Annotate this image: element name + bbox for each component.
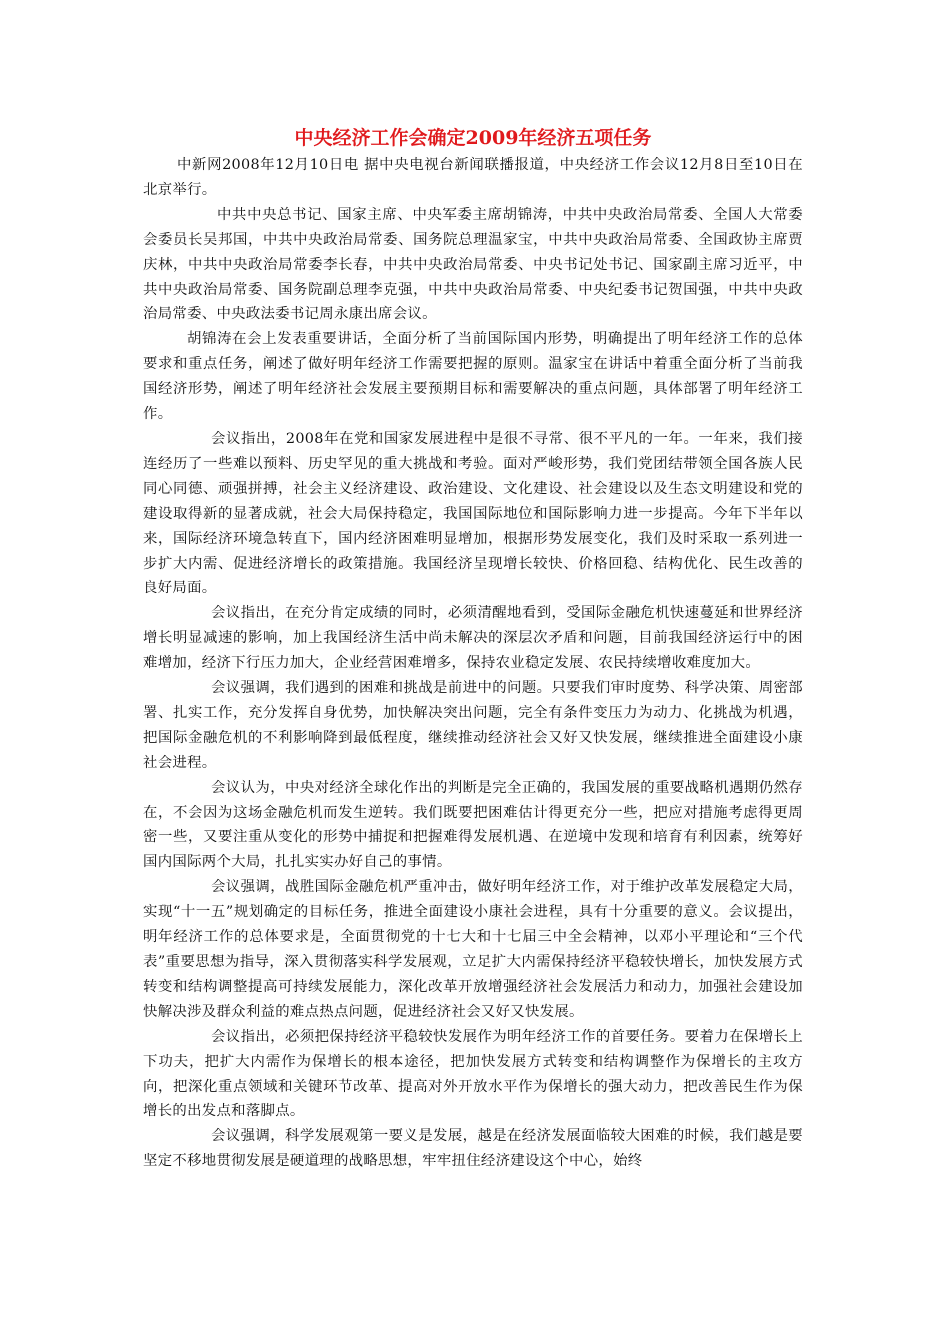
paragraph-strategic-judgment: 会议认为，中央对经济全球化作出的判断是完全正确的，我国发展的重要战略机遇期仍然存在，不会因为这场金融危机而发生逆转。我们既要把困难估计得更充分一些，把应对措施考虑得更周密一些，又要注重从变化的形势中捕捉和把握难得发展机遇、在逆境中发现和培育有利因素，统筹好国内国际两个大局，扎扎实实办好自己的事情。 — [143, 779, 803, 871]
paragraph-challenges: 会议强调，我们遇到的困难和挑战是前进中的问题。只要我们审时度势、科学决策、周密部署、扎实工作，充分发挥自身优势，加快解决突出问题，完全有条件变压力为动力、化挑战为机遇，把国际金融危机的不利影响降到最低程度，继续推动经济社会又好又快发展，继续推进全面建设小康社会进程。 — [143, 680, 803, 771]
paragraph-dateline: 中新网2008年12月10日电 据中央电视台新闻联播报道，中央经济工作会议12月8日至10日在北京举行。 — [143, 157, 803, 198]
paragraph-primary-task: 会议指出，必须把保持经济平稳较快发展作为明年经济工作的首要任务。要着力在保增长上下功夫，把扩大内需作为保增长的根本途径，把加快发展方式转变和结构调整作为保增长的主攻方向，把深化重点领域和关键环节改革、提高对外开放水平作为保增长的强大动力，把改善民生作为保增长的出发点和落脚点。 — [143, 1028, 803, 1120]
paragraph-development: 会议强调，科学发展观第一要义是发展，越是在经济发展面临较大困难的时候，我们越是要坚定不移地贯彻发展是硬道理的战略思想，牢牢扭住经济建设这个中心，始终 — [143, 1128, 803, 1170]
paragraph-difficulties: 会议指出，在充分肯定成绩的同时，必须清醒地看到，受国际金融危机快速蔓延和世界经济增长明显减速的影响，加上我国经济生活中尚未解决的深层次矛盾和问题，目前我国经济运行中的困难增加，经济下行压力加大，企业经营困难增多，保持农业稳定发展、农民持续增收难度加大。 — [143, 605, 803, 672]
paragraph-overall-requirements: 会议强调，战胜国际金融危机严重冲击，做好明年经济工作，对于维护改革发展稳定大局，实现“十一五”规划确定的目标任务，推进全面建设小康社会进程，具有十分重要的意义。会议提出，明年经济工作的总体要求是，全面贯彻党的十七大和十七届三中全会精神，以邓小平理论和“三个代表”重要思想为指导，深入贯彻落实科学发展观，立足扩大内需保持经济平稳较快增长，加快发展方式转变和结构调整提高可持续发展能力，深化改革开放增强经济社会发展活力和动力，加强社会建设加快解决涉及群众利益的难点热点问题，促进经济社会又好又快发展。 — [143, 879, 803, 1020]
paragraph-speeches: 胡锦涛在会上发表重要讲话，全面分析了当前国际国内形势，明确提出了明年经济工作的总体要求和重点任务，阐述了做好明年经济工作需要把握的原则。温家宝在讲话中着重全面分析了当前我国经济形势，阐述了明年经济社会发展主要预期目标和需要解决的重点问题，具体部署了明年经济工作。 — [143, 331, 803, 423]
paragraph-2008-review: 会议指出，2008年在党和国家发展进程中是很不寻常、很不平凡的一年。一年来，我们接连经历了一些难以预料、历史罕见的重大挑战和考验。面对严峻形势，我们党团结带领全国各族人民同心同德、顽强拼搏，社会主义经济建设、政治建设、文化建设、社会建设以及生态文明建设和党的建设取得新的显著成就，社会大局保持稳定，我国国际地位和国际影响力进一步提高。今年下半年以来，国际经济环境急转直下，国内经济困难明显增加，根据形势发展变化，我们及时采取一系列进一步扩大内需、促进经济增长的政策措施。我国经济呈现增长较快、价格回稳、结构优化、民生改善的良好局面。 — [143, 430, 803, 597]
article-title: 中央经济工作会确定2009年经济五项任务 — [294, 127, 652, 149]
paragraph-attendees: 中共中央总书记、国家主席、中央军委主席胡锦涛，中共中央政治局常委、全国人大常委会委员长吴邦国，中共中央政治局常委、国务院总理温家宝，中共中央政治局常委、全国政协主席贾庆林，中共中央政治局常委李长春，中共中央政治局常委、中央书记处书记、国家副主席习近平，中共中央政治局常委、国务院副总理李克强，中共中央政治局常委、中央纪委书记贺国强，中共中央政治局常委、中央政法委书记周永康出席会议。 — [143, 206, 803, 323]
document-page — [143, 125, 803, 1174]
